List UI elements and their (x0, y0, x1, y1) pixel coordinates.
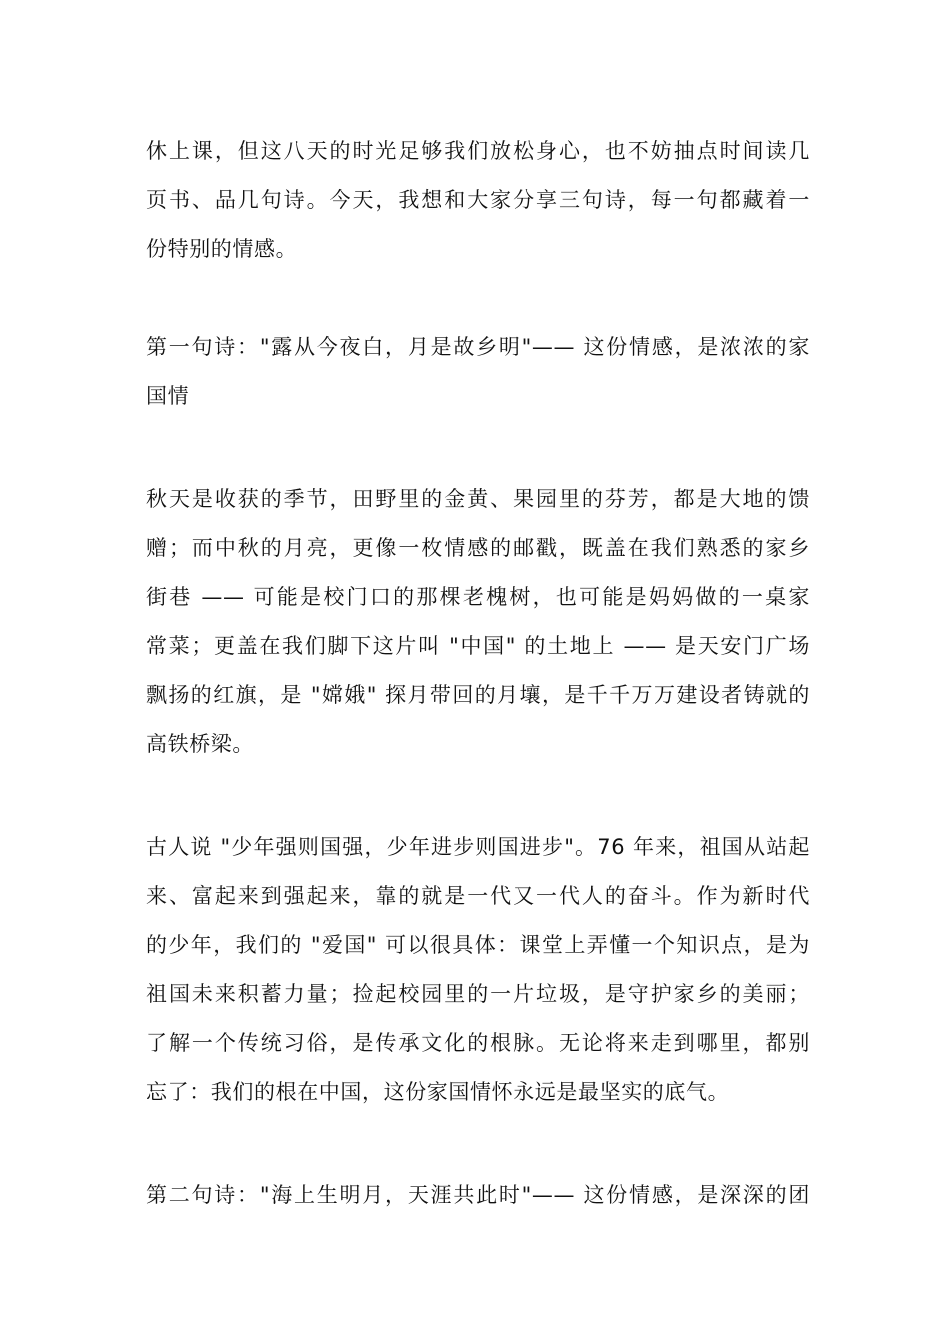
text-line: 祖国未来积蓄力量；捡起校园里的一片垃圾，是守护家乡的美丽； (146, 982, 810, 1006)
text-line: 常菜；更盖在我们脚下这片叫 "中国" 的土地上 —— 是天安门广场 (146, 634, 810, 658)
text-line: 第一句诗："露从今夜白，月是故乡明"—— 这份情感，是浓浓的家 (146, 335, 810, 359)
text-line: 国情 (146, 384, 190, 408)
text-line: 第二句诗："海上生明月，天涯共此时"—— 这份情感，是深深的团 (146, 1183, 810, 1207)
text-line: 街巷 —— 可能是校门口的那棵老槐树，也可能是妈妈做的一桌家 (146, 585, 810, 609)
text-line: 了解一个传统习俗，是传承文化的根脉。无论将来走到哪里，都别 (146, 1031, 810, 1055)
text-line: 份特别的情感。 (146, 237, 298, 261)
paragraph-second-poem-heading (146, 1171, 810, 1220)
text-line: 的少年，我们的 "爱国" 可以很具体：课堂上弄懂一个知识点，是为 (146, 933, 810, 957)
text-line: 古人说 "少年强则国强，少年进步则国进步"。76 年来，祖国从站起 (146, 835, 810, 859)
text-line: 飘扬的红旗，是 "嫦娥" 探月带回的月壤，是千千万万建设者铸就的 (146, 683, 810, 707)
text-line: 秋天是收获的季节，田野里的金黄、果园里的芬芳，都是大地的馈 (146, 487, 810, 511)
text-line: 赠；而中秋的月亮，更像一枚情感的邮戳，既盖在我们熟悉的家乡 (146, 536, 810, 560)
text-line: 忘了：我们的根在中国，这份家国情怀永远是最坚实的底气。 (146, 1080, 730, 1104)
paragraph-first-poem-heading (146, 323, 810, 421)
text-line: 来、富起来到强起来，靠的就是一代又一代人的奋斗。作为新时代 (146, 884, 810, 908)
paragraph-patriotism (146, 823, 810, 1117)
paragraph-intro (146, 127, 810, 274)
text-line: 高铁桥梁。 (146, 732, 254, 756)
text-line: 页书、品几句诗。今天，我想和大家分享三句诗，每一句都藏着一 (146, 188, 810, 212)
text-line: 休上课，但这八天的时光足够我们放松身心，也不妨抽点时间读几 (146, 139, 810, 163)
paragraph-autumn-moon (146, 475, 810, 769)
